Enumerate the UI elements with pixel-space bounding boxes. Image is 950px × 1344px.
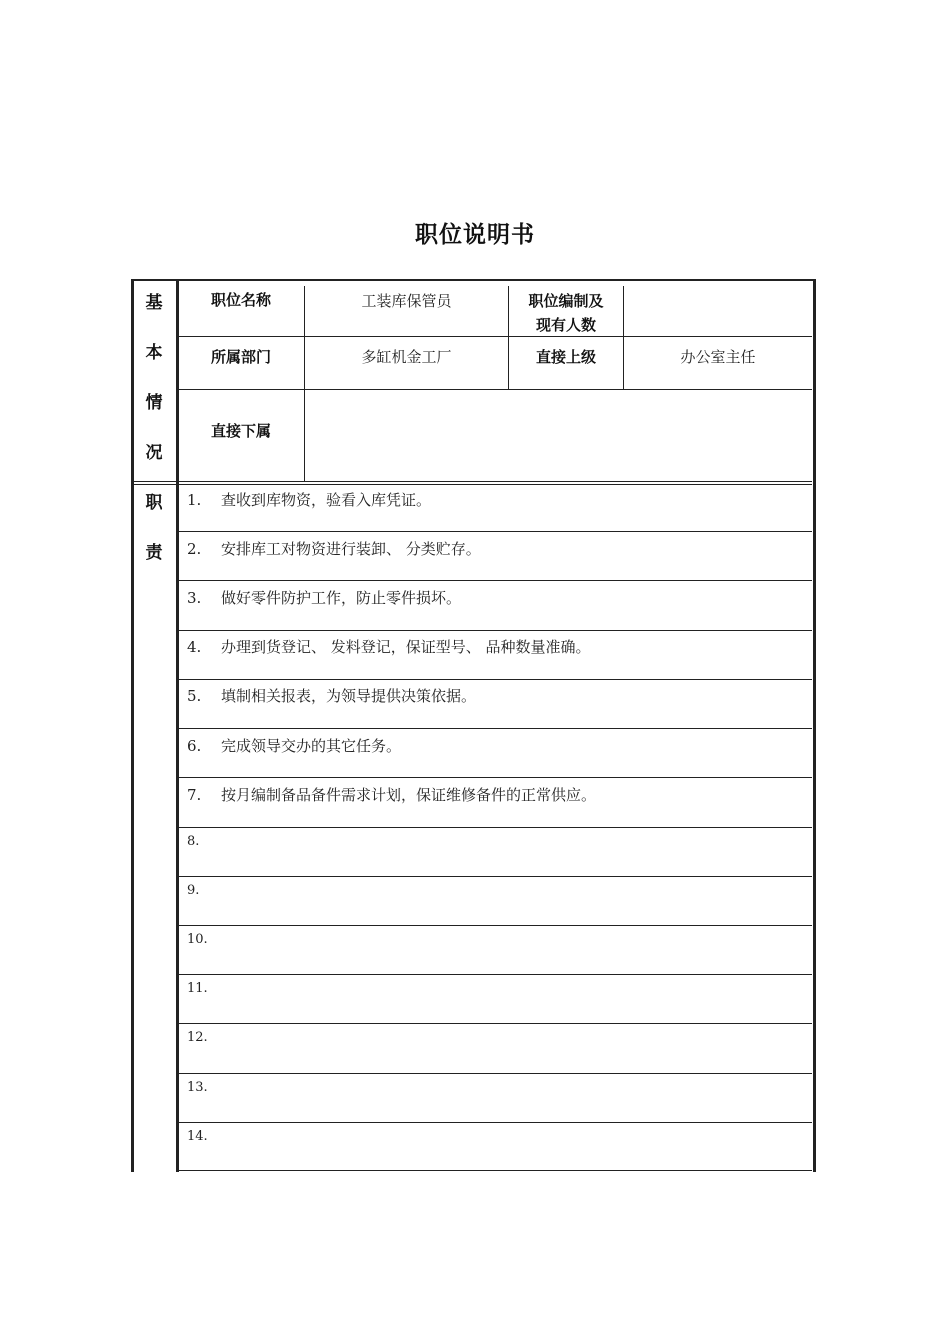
grid-line [178,389,812,390]
duty-item [187,685,476,706]
grid-line [178,777,812,778]
duty-text: 安排库工对物资进行装卸、 分类贮存。 [221,540,481,558]
duty-item [187,587,461,608]
subordinate-label: 直接下属 [210,422,271,440]
grid-line [178,1122,812,1123]
duty-text: 填制相关报表，为领导提供决策依据。 [221,687,477,705]
grid-line [178,580,812,581]
duty-item [187,636,591,657]
duty-empty-number: 8. [187,834,200,849]
duty-text: 做好零件防护工作，防止零件损坏。 [221,589,462,607]
section-label-char: 基 [145,293,163,313]
duty-empty-number: 11. [187,981,208,996]
duty-empty-number: 12. [187,1030,208,1045]
duty-number: 5. [187,687,202,705]
headcount-label [509,289,623,337]
position-name-value: 工装库保管员 [361,292,452,310]
grid-line [178,1073,812,1074]
grid-line [178,1023,812,1024]
duty-empty-number: 13. [187,1080,208,1095]
duty-item [187,784,596,805]
duty-number: 7. [187,786,202,804]
side-column-divider [176,281,179,1172]
section-divider [134,484,812,485]
duty-item [187,735,401,756]
grid-line [178,630,812,631]
department-value: 多缸机金工厂 [361,348,452,366]
section-label-char: 况 [145,443,163,463]
headcount-label-line: 现有人数 [535,316,596,334]
section-label-char: 职 [145,493,163,513]
duty-text: 办理到货登记、 发料登记，保证型号、 品种数量准确。 [221,638,591,656]
superior-value: 办公室主任 [680,348,756,366]
grid-line [623,286,624,390]
duty-number: 6. [187,737,202,755]
grid-line [178,876,812,877]
duty-text: 按月编制备品备件需求计划，保证维修备件的正常供应。 [221,786,597,804]
grid-line [178,336,812,337]
grid-line [178,925,812,926]
duty-item [187,538,481,559]
department-label: 所属部门 [210,348,271,366]
grid-line [178,974,812,975]
form-frame [131,279,816,1172]
duty-empty-number: 10. [187,932,208,947]
grid-line [178,679,812,680]
duty-text: 完成领导交办的其它任务。 [221,737,402,755]
position-name-label: 职位名称 [210,291,271,309]
section-label-char: 责 [145,543,163,563]
grid-line [178,827,812,828]
duty-number: 1. [187,491,202,509]
grid-line [304,286,305,482]
duty-empty-number: 9. [187,883,200,898]
superior-label: 直接上级 [535,348,596,366]
duty-number: 2. [187,540,202,558]
page-title: 职位说明书 [415,222,535,248]
headcount-label-line: 职位编制及 [528,292,604,310]
duty-text: 查收到库物资，验看入库凭证。 [221,491,432,509]
grid-line [178,728,812,729]
duty-number: 3. [187,589,202,607]
grid-line [178,1170,812,1171]
duty-item [187,489,431,510]
section-divider [134,481,812,482]
section-label-char: 情 [145,393,163,413]
grid-line [178,531,812,532]
section-label-char: 本 [145,343,163,363]
duty-number: 4. [187,638,202,656]
duty-empty-number: 14. [187,1129,208,1144]
